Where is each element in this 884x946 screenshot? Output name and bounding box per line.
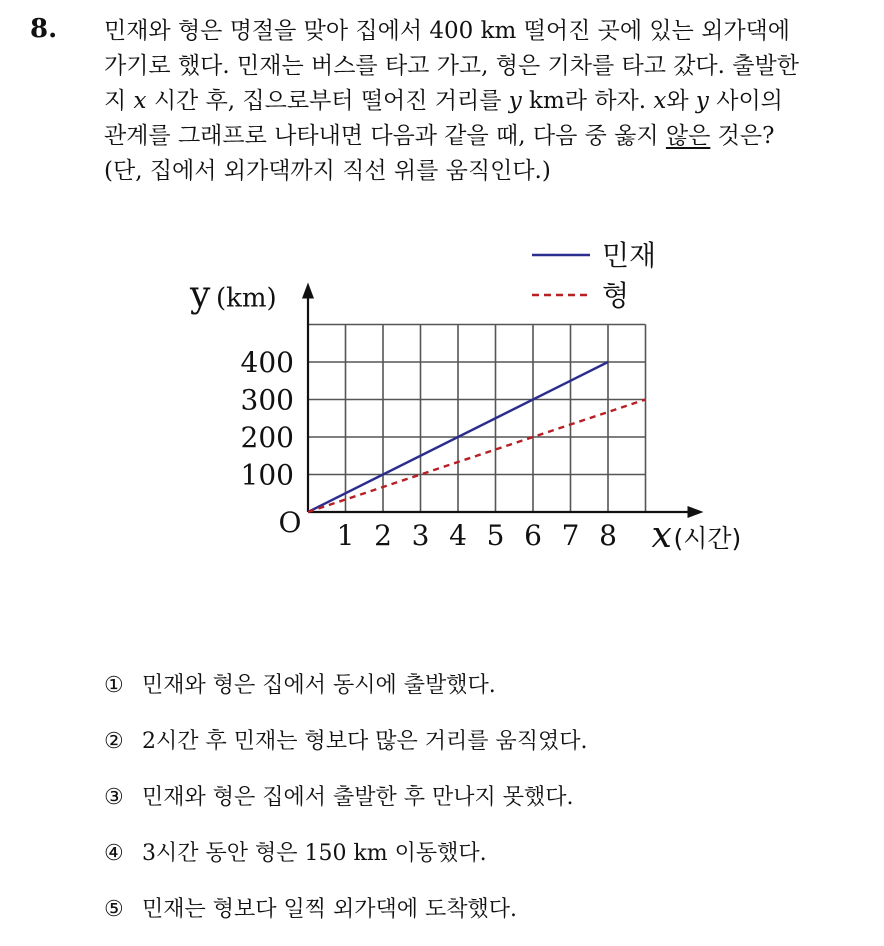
option-mark: ① (104, 673, 124, 698)
y-axis-arrowhead (302, 283, 314, 299)
option-1[interactable] (104, 666, 588, 722)
option-text: 민재와 형은 집에서 동시에 출발했다. (142, 673, 496, 698)
x-tick-label: 5 (486, 519, 505, 552)
answer-options (104, 666, 588, 946)
question-line (104, 49, 864, 84)
distance-time-graph (170, 225, 790, 585)
question-text-run: km라 하자. (521, 88, 654, 114)
origin-label: O (278, 506, 302, 539)
y-tick-label: 200 (240, 421, 294, 454)
x-tick-label: 4 (449, 519, 467, 552)
option-2[interactable] (104, 722, 588, 778)
question-text-run: 민재와 형은 명절을 맞아 집에서 400 km 떨어진 곳에 있는 외가댁에 (104, 18, 790, 44)
series-line-2 (308, 400, 646, 513)
y-axis-unit: (km) (216, 283, 277, 314)
math-variable: y (508, 88, 522, 114)
legend-label: 형 (602, 279, 630, 312)
math-variable: x (133, 88, 147, 114)
x-tick-label: 1 (336, 519, 355, 552)
x-axis-variable: x (651, 515, 672, 556)
option-mark: ④ (104, 841, 124, 866)
question-text (104, 14, 864, 189)
x-axis-arrowhead (688, 506, 704, 518)
question-line (104, 84, 864, 119)
x-tick-label: 6 (524, 519, 542, 552)
x-tick-label: 3 (411, 519, 430, 552)
question-line (104, 119, 864, 154)
option-text: 민재와 형은 집에서 출발한 후 만나지 못했다. (142, 785, 574, 810)
question-line (104, 14, 864, 49)
question-text-run: 관계를 그래프로 나타내면 다음과 같을 때, 다음 중 옳지 (104, 123, 666, 149)
question-text-run: (단, 집에서 외가댁까지 직선 위를 움직인다.) (104, 158, 551, 184)
math-variable: y (695, 88, 709, 114)
x-axis-unit: (시간) (673, 524, 742, 553)
x-tick-label: 8 (599, 519, 617, 552)
y-tick-label: 300 (240, 383, 294, 417)
y-axis-variable: y (190, 274, 211, 316)
option-5[interactable] (104, 890, 588, 946)
option-4[interactable] (104, 834, 588, 890)
question-text-run: 것은? (710, 123, 775, 149)
question-text-run: 사이의 (708, 88, 783, 114)
y-tick-label: 400 (240, 346, 294, 379)
option-text: 2시간 후 민재는 형보다 많은 거리를 움직였다. (142, 729, 588, 754)
y-tick-label: 100 (240, 458, 294, 492)
question-text-run: 와 (666, 88, 696, 114)
option-3[interactable] (104, 778, 588, 834)
question-text-run: 시간 후, 집으로부터 떨어진 거리를 (146, 88, 509, 114)
question-number: 8. (30, 14, 58, 44)
option-mark: ③ (104, 785, 124, 810)
underlined-text: 않은 (665, 123, 711, 149)
legend-label: 민재 (602, 239, 657, 272)
option-text: 민재는 형보다 일찍 외가댁에 도착했다. (142, 897, 517, 922)
math-variable: x (653, 88, 667, 114)
option-mark: ② (104, 729, 124, 754)
x-tick-label: 7 (561, 519, 580, 552)
option-mark: ⑤ (104, 897, 124, 922)
option-text: 3시간 동안 형은 150 km 이동했다. (142, 841, 487, 866)
x-tick-label: 2 (374, 519, 392, 552)
question-text-run: 가기로 했다. 민재는 버스를 타고 가고, 형은 기차를 타고 갔다. 출발한 (104, 53, 799, 79)
question-text-run: 지 (104, 88, 134, 114)
question-line (104, 154, 864, 189)
